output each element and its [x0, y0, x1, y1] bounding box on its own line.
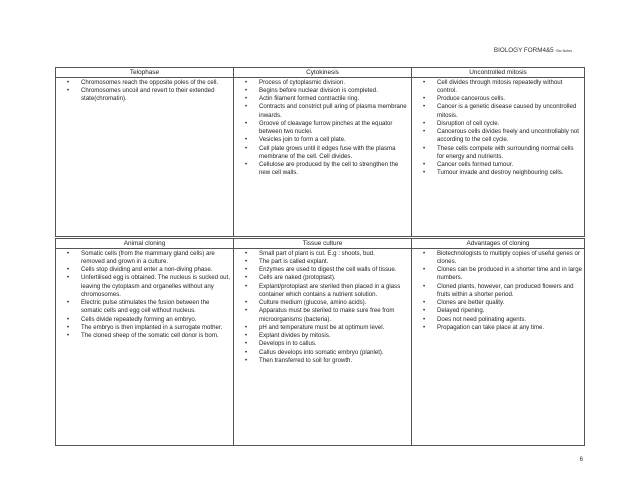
list-item	[234, 87, 409, 95]
table-header-row	[56, 68, 585, 78]
list-item	[234, 283, 409, 300]
list-item-text: pH and temperature must be at optimum level.	[259, 323, 385, 331]
list-item-text: Cellulose are produced by the cell to strengthen the new cell walls.	[259, 161, 399, 177]
list-item	[234, 299, 409, 307]
list-item	[234, 274, 409, 282]
list-item-text: The cloned sheep of the somatic cell donor is born.	[81, 332, 219, 339]
list-item	[234, 307, 409, 324]
list-item-text: Cells divide repeatedly forming an embryo.	[81, 315, 197, 323]
bullet-icon: •	[423, 79, 426, 86]
list-item-text: Then transferred to soil for growth.	[259, 356, 353, 364]
advantages-of-cloning-cell	[412, 248, 585, 445]
list-item-text: Chromosomes uncoil and revert to their extended state(chromatin).	[81, 86, 215, 102]
bullet-icon: •	[67, 275, 70, 282]
list-item	[56, 324, 231, 332]
list-item-text: Does not need polinating agents.	[437, 315, 527, 323]
list-item	[234, 357, 409, 365]
list-item-text: Develops in to callus.	[259, 340, 317, 348]
list-item-text: These cells compete with surrounding normal cells for energy and nutrients.	[437, 144, 574, 160]
bullet-icon: •	[245, 137, 248, 144]
list-item-text: Explant divides by mitosis.	[259, 332, 331, 339]
list-item	[56, 332, 231, 340]
bullet-icon: •	[423, 104, 426, 111]
list-item	[234, 332, 409, 340]
bullet-icon: •	[423, 316, 426, 323]
bullet-icon: •	[245, 120, 248, 127]
list-item	[412, 283, 582, 300]
column-heading-tissue-culture: Tissue culture	[234, 239, 412, 249]
list-item-text: Unfertilised egg is obtained. The nucleus is sucked out, leaving the cytoplasm and organelles without any chromosomes.	[81, 274, 230, 298]
bullet-icon: •	[245, 87, 248, 94]
column-heading-uncontrolled-mitosis: Uncontrolled mitosis	[412, 68, 585, 78]
bullet-icon: •	[245, 104, 248, 111]
bullet-icon: •	[245, 145, 248, 152]
bullet-icon: •	[423, 129, 426, 135]
list-item-text: Cloned plants, however, can produced flowers and fruits within a shorter period.	[437, 282, 574, 298]
bullet-icon: •	[245, 357, 248, 364]
list-item-text: Cancerous cells divides freely and uncontrollably not according to the cell cycle.	[437, 128, 579, 144]
uncontrolled-mitosis-cell	[412, 77, 585, 236]
list-item-text: Begins before nuclear division is completed.	[259, 86, 378, 94]
bullet-icon: •	[245, 250, 248, 257]
bullet-icon: •	[67, 87, 70, 94]
bullet-icon: •	[423, 324, 426, 331]
bullet-icon: •	[245, 300, 248, 306]
mitosis-table	[55, 67, 585, 237]
list-item	[412, 79, 582, 96]
list-item-text: The part is called explant.	[259, 257, 329, 265]
column-heading-animal-cloning: Animal cloning	[56, 239, 234, 249]
list-item	[412, 316, 582, 324]
list-item-text: Cancer cells formed tumour.	[437, 161, 514, 168]
bullet-icon: •	[423, 120, 426, 127]
list-item	[56, 266, 231, 274]
list-item	[412, 120, 582, 128]
list-item-text: Callus develops into somatic embryo (planlet).	[259, 348, 384, 356]
list-item-text: Cells stop dividing and enter a non-diving phase.	[81, 266, 213, 273]
bullet-icon: •	[67, 300, 70, 306]
cloning-table	[55, 238, 585, 446]
list-item	[412, 324, 582, 332]
bullet-icon: •	[67, 316, 70, 323]
list-item-text: Propagation can take place at any time.	[437, 323, 545, 331]
bullet-icon: •	[245, 349, 248, 356]
running-header	[494, 47, 572, 54]
bullet-icon: •	[67, 250, 70, 257]
bullet-icon: •	[423, 170, 426, 177]
list-item-text: The embryo is then implanted in a surrogate mother.	[81, 323, 223, 331]
list-item	[56, 79, 231, 87]
bullet-icon: •	[245, 324, 248, 331]
list-item-text: Tumour invade and destroy neighbouring cells.	[437, 169, 564, 177]
list-item-text: Enzymes are used to digest the cell walls of tissue.	[259, 266, 397, 273]
list-item-text: Delayed ripening.	[437, 307, 485, 315]
list-item-text: Vesicles join to form a cell plate.	[259, 136, 346, 144]
bullet-icon: •	[67, 324, 70, 331]
list-item-text: Explant/protoplast are steriled then placed in a glass container which contains a nutrient solution.	[259, 282, 401, 298]
list-item	[412, 95, 582, 103]
header-title: BIOLOGY FORM4&5	[493, 47, 554, 54]
list-item-text: Somatic cells (from the mammary gland cells) are removed and grown in a culture.	[81, 249, 215, 265]
list-item	[56, 87, 231, 104]
list-item-text: Cell plate grows until it edges fuse with the plasma membrane of the cell. Cell divides.	[259, 144, 396, 160]
bullet-icon: •	[245, 275, 248, 282]
page-number: 6	[579, 456, 583, 463]
bullet-icon: •	[245, 96, 248, 102]
bullet-icon: •	[245, 341, 248, 348]
column-heading-telophase: Telophase	[56, 68, 234, 78]
list-item-text: Process of cytoplasmic division.	[259, 78, 346, 86]
list-item-text: Culture medium (glucose, amino acids).	[259, 299, 367, 306]
list-item	[234, 103, 409, 120]
list-item	[234, 258, 409, 266]
list-item	[412, 103, 582, 120]
list-item	[234, 95, 409, 103]
column-heading-advantages-of-cloning: Advantages of cloning	[412, 239, 585, 249]
list-item-text: Cancer is a genetic disease caused by uncontrolled mitosis.	[437, 103, 577, 119]
list-item	[234, 161, 409, 178]
list-item	[234, 324, 409, 332]
tissue-culture-list	[234, 249, 411, 368]
bullet-icon: •	[245, 267, 248, 273]
list-item	[412, 169, 582, 177]
list-item	[234, 250, 409, 258]
bullet-icon: •	[423, 283, 426, 290]
list-item-text: Clones are better quality.	[437, 299, 505, 306]
list-item-text: Small part of plant is cut. E.g : shoots, bud.	[259, 249, 375, 257]
list-item-text: Biotechnologists to multiply copies of useful genes or clones.	[437, 249, 580, 265]
tissue-culture-cell	[234, 248, 412, 445]
list-item-text: Disruption of cell cycle.	[437, 119, 500, 127]
bullet-icon: •	[245, 162, 248, 168]
advantages-of-cloning-list	[412, 249, 584, 335]
list-item-text: Contracts and constrict pull aring of plasma membrane inwards.	[259, 103, 407, 119]
bullet-icon: •	[245, 258, 248, 265]
list-item	[234, 266, 409, 274]
list-item	[234, 349, 409, 357]
list-item	[56, 250, 231, 267]
list-item	[234, 136, 409, 144]
bullet-icon: •	[423, 96, 426, 102]
list-item	[412, 128, 582, 145]
list-item-text: Chromosomes reach the opposite poles of the cell.	[81, 78, 219, 86]
list-item-text: Produce cancerous cells.	[437, 95, 506, 102]
bullet-icon: •	[423, 308, 426, 315]
animal-cloning-cell	[56, 248, 234, 445]
uncontrolled-mitosis-list	[412, 78, 584, 180]
list-item	[234, 340, 409, 348]
animal-cloning-list	[56, 249, 233, 343]
bullet-icon: •	[245, 283, 248, 290]
list-item-text: Clones can be produced in a shorter time and in large numbers.	[437, 266, 582, 282]
list-item	[412, 161, 582, 169]
table-header-row	[56, 239, 585, 249]
bullet-icon: •	[245, 308, 248, 315]
column-heading-cytokinesis: Cytokinesis	[234, 68, 412, 78]
bullet-icon: •	[245, 333, 248, 339]
bullet-icon: •	[67, 79, 70, 86]
bullet-icon: •	[245, 79, 248, 86]
list-item	[412, 299, 582, 307]
telophase-list	[56, 78, 233, 106]
bullet-icon: •	[423, 145, 426, 152]
list-item	[234, 120, 409, 137]
list-item	[234, 79, 409, 87]
list-item	[234, 145, 409, 162]
table-row	[56, 248, 585, 445]
list-item-text: Apparatus must be steriled to make sure free from microorganisms (bacteria).	[259, 307, 395, 323]
list-item-text: Actin filament formed contractile ring.	[259, 95, 360, 102]
list-item-text: Cell divides through mitosis repeatedly without control.	[437, 78, 563, 94]
bullet-icon: •	[67, 267, 70, 273]
list-item-text: Cells are naked (protoplast).	[259, 274, 336, 282]
list-item	[412, 145, 582, 162]
header-small-text: Bio Notes	[556, 49, 572, 53]
list-item	[412, 266, 582, 283]
bullet-icon: •	[423, 250, 426, 257]
list-item	[412, 250, 582, 267]
bullet-icon: •	[423, 267, 426, 273]
bullet-icon: •	[423, 162, 426, 168]
list-item-text: Groove of cleavage furrow pinches at the equator between two nuclei.	[259, 119, 393, 135]
list-item	[412, 307, 582, 315]
bullet-icon: •	[423, 300, 426, 306]
bullet-icon: •	[67, 333, 70, 339]
list-item-text: Electric pulse stimulates the fusion between the somatic cells and egg cell without nucleus.	[81, 299, 210, 315]
table-row	[56, 77, 585, 236]
cytokinesis-cell	[234, 77, 412, 236]
telophase-cell	[56, 77, 234, 236]
list-item	[56, 299, 231, 316]
cytokinesis-list	[234, 78, 411, 180]
list-item	[56, 274, 231, 299]
list-item	[56, 316, 231, 324]
